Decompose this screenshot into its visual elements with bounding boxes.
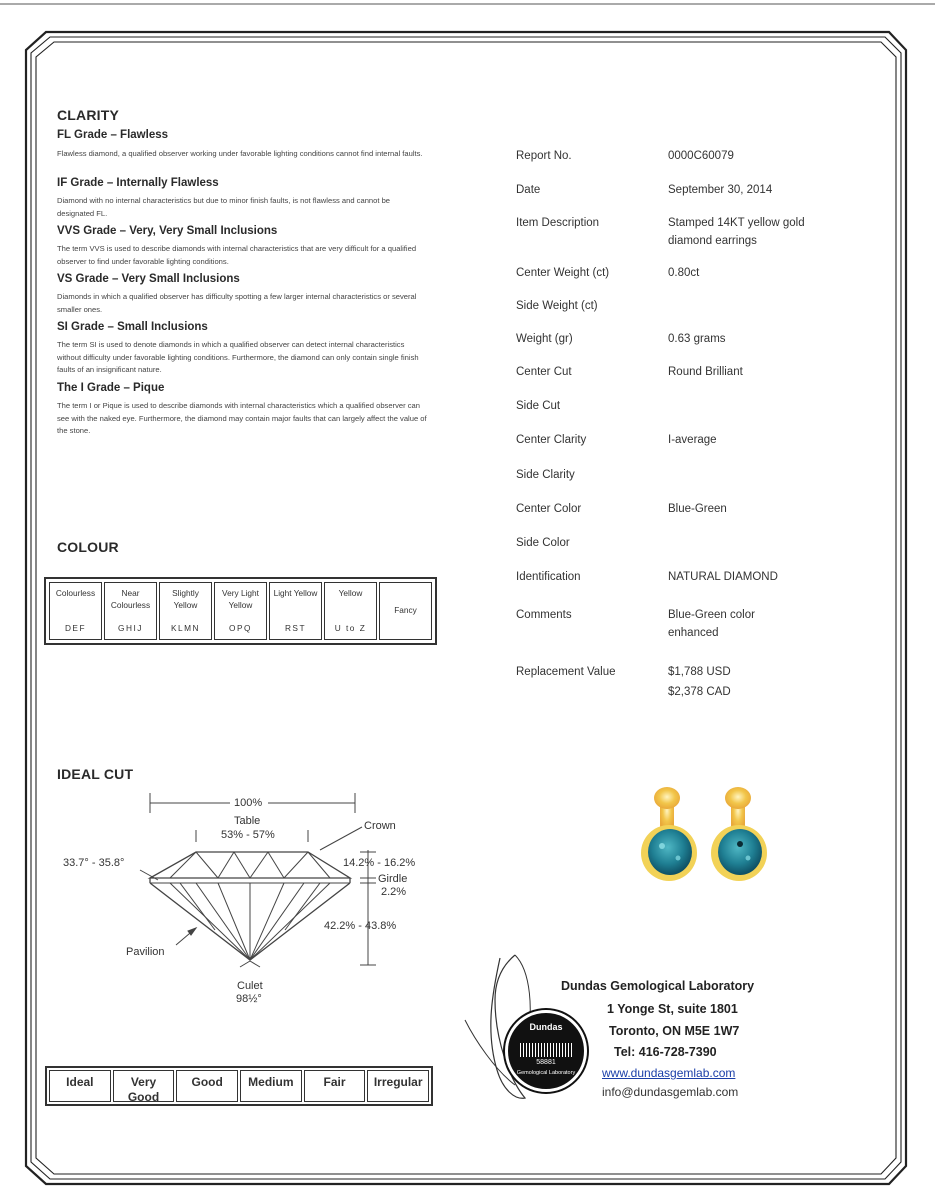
colour-cell-name: Fancy (394, 605, 417, 615)
diagram-crown-height: 14.2% - 16.2% (343, 857, 416, 869)
colour-cell (49, 582, 102, 640)
seal-barcode (520, 1043, 572, 1057)
report-label: Weight (gr) (516, 333, 573, 345)
report-value: Round Brilliant (668, 366, 743, 378)
colour-cell (324, 582, 377, 640)
colour-cell-name: Light Yellow (273, 588, 318, 598)
report-label: Identification (516, 571, 581, 583)
diagram-table-label: Table (234, 815, 261, 827)
report-label: Comments (516, 609, 572, 621)
colour-cell-name: Slightly Yellow (172, 588, 199, 610)
lab-name: Dundas Gemological Laboratory (561, 979, 755, 993)
colour-cell-grades: KLMN (170, 623, 201, 633)
diagram-crown-label: Crown (364, 820, 396, 832)
clarity-grade-title: SI Grade – Small Inclusions (57, 321, 208, 333)
report-value: Stamped 14KT yellow gold diamond earrings (668, 217, 805, 247)
colour-cell (269, 582, 322, 640)
ideal-cut-heading: IDEAL CUT (57, 766, 134, 782)
clarity-grade-title: IF Grade – Internally Flawless (57, 177, 219, 189)
report-value: Blue-Green color enhanced (668, 609, 755, 639)
earrings-photo (600, 770, 820, 895)
seal-bottom-text: Gemological Laboratory (516, 1070, 576, 1076)
clarity-grade-desc: The term SI is used to denote diamonds in which a qualified observer can detect internal characteristics without difficulty under favorable lighting conditions. Furthermore, the diamond can only contain single finish faults of an insignificant nature. (57, 340, 419, 374)
colour-scale-table (44, 577, 437, 645)
colour-cell-name: Very Light Yellow (222, 588, 259, 610)
clarity-grade-title: The I Grade – Pique (57, 382, 165, 394)
report-label: Item Description (516, 217, 600, 229)
earring-right (711, 787, 767, 881)
colour-cell (159, 582, 212, 640)
colour-cell-name: Yellow (338, 588, 363, 598)
colour-cell-grades: DEF (64, 623, 87, 633)
diagram-pavilion-label: Pavilion (126, 946, 165, 958)
report-value: NATURAL DIAMOND (668, 571, 778, 583)
diagram-width-label: 100% (234, 797, 263, 809)
lab-address-1: 1 Yonge St, suite 1801 (607, 1002, 738, 1016)
seal-top-text: Dundas (529, 1022, 563, 1032)
lab-address-2: Toronto, ON M5E 1W7 (609, 1024, 740, 1038)
clarity-grade-desc: Diamonds in which a qualified observer has difficulty spotting a few larger internal characteristics or several smaller ones. (57, 292, 417, 314)
report-label: Side Color (516, 537, 570, 549)
report-label: Center Clarity (516, 434, 587, 446)
clarity-grade-title: FL Grade – Flawless (57, 129, 169, 141)
diagram-girdle-label: Girdle (378, 873, 408, 885)
report-label: Replacement Value (516, 666, 616, 678)
report-label: Side Cut (516, 400, 561, 412)
cut-grade-cell: Medium (240, 1070, 302, 1102)
lab-tel: Tel: 416-728-7390 (614, 1045, 717, 1059)
clarity-heading: CLARITY (57, 107, 120, 123)
report-label: Center Cut (516, 366, 572, 378)
report-value: 0000C60079 (668, 150, 734, 162)
report-value: Blue-Green (668, 503, 727, 515)
colour-cell-grades: GHIJ (118, 623, 143, 633)
clarity-grade-title: VVS Grade – Very, Very Small Inclusions (57, 225, 278, 237)
report-label: Side Clarity (516, 469, 575, 481)
cut-grade-cell: Very Good (113, 1070, 175, 1102)
diagram-culet-value: 98½° (236, 993, 262, 1005)
cut-grade-table (45, 1066, 433, 1106)
cut-grade-cell: Ideal (49, 1070, 111, 1102)
report-label: Center Color (516, 503, 582, 515)
cut-grade-cell: Irregular (367, 1070, 429, 1102)
clarity-grade-title: VS Grade – Very Small Inclusions (57, 273, 240, 285)
earring-left (641, 787, 697, 881)
colour-cell-grades: RST (284, 623, 307, 633)
colour-cell (214, 582, 267, 640)
colour-cell-name: Near Colourless (110, 588, 151, 610)
diagram-girdle-value: 2.2% (381, 886, 407, 898)
diagram-pavilion-depth: 42.2% - 43.8% (324, 920, 397, 932)
report-value: I-average (668, 434, 717, 446)
diagram-crown-angle: 33.7° - 35.8° (63, 857, 125, 869)
colour-cell (104, 582, 157, 640)
clarity-grade-desc: The term I or Pique is used to describe diamonds with internal characteristics which a qualified observer can see with the naked eye. Furthermore, the diamond may contain major faults that can largely affect the value of the stone. (57, 401, 427, 435)
report-label: Side Weight (ct) (516, 300, 598, 312)
report-label: Date (516, 184, 541, 196)
cut-grade-cell: Fair (304, 1070, 366, 1102)
report-value: 0.63 grams (668, 333, 726, 345)
colour-cell-grades: U to Z (334, 623, 367, 633)
clarity-grade-desc: The term VVS is used to describe diamonds with internal characteristics that are very difficult for a qualified observer to find under favorable lighting conditions. (57, 244, 417, 266)
report-label: Report No. (516, 150, 572, 162)
seal-number: 58881 (536, 1059, 556, 1066)
report-value: $1,788 USD (668, 666, 731, 678)
report-label: Center Weight (ct) (516, 267, 610, 279)
report-value: 0.80ct (668, 267, 700, 279)
colour-cell-grades: OPQ (229, 623, 252, 633)
diagram-culet-label: Culet (237, 980, 263, 992)
report-value-cad: $2,378 CAD (668, 686, 731, 698)
lab-email: info@dundasgemlab.com (602, 1085, 739, 1099)
lab-website-link[interactable]: www.dundasgemlab.com (602, 1066, 736, 1080)
diagram-table-range: 53% - 57% (221, 829, 275, 841)
clarity-grade-desc: Flawless diamond, a qualified observer working under favorable lighting conditions cannot find internal faults. (57, 149, 423, 158)
colour-heading: COLOUR (57, 539, 119, 555)
report-value: September 30, 2014 (668, 184, 773, 196)
clarity-grade-desc: Diamond with no internal characteristics but due to minor finish faults, is not flawless and cannot be designated FL. (57, 196, 391, 218)
diamond-cut-diagram (0, 780, 440, 1020)
cut-grade-cell: Good (176, 1070, 238, 1102)
lab-seal (505, 1010, 587, 1092)
colour-cell (379, 582, 432, 640)
colour-cell-name: Colourless (55, 588, 96, 598)
